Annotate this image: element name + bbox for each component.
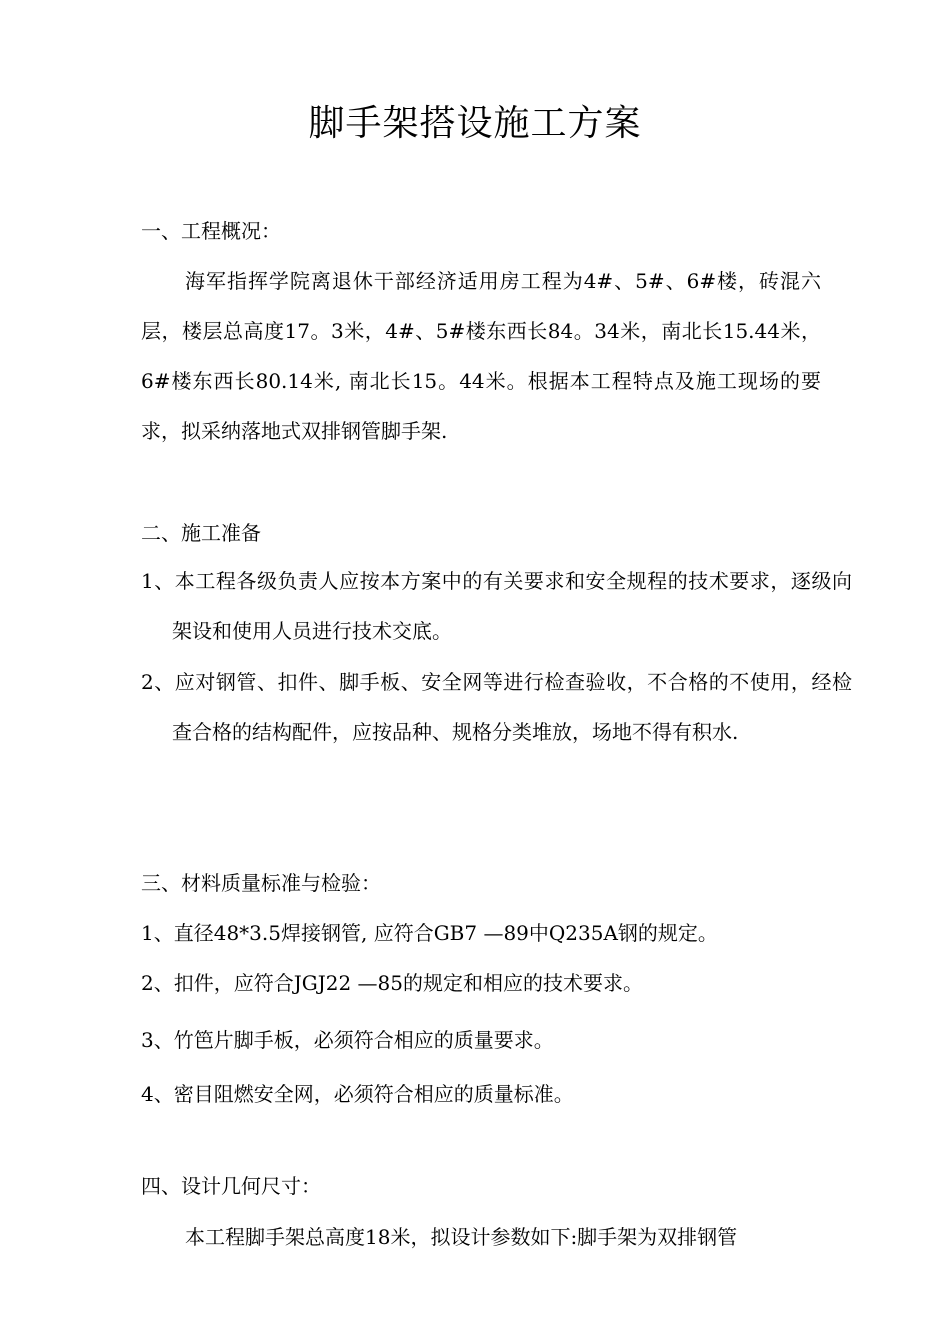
list-item: 2、扣件，应符合JGJ22 —85的规定和相应的技术要求。 (141, 971, 643, 995)
list-item: 3、竹笆片脚手板，必须符合相应的质量要求。 (141, 1028, 554, 1052)
list-item: 2、应对钢管、扣件、脚手板、安全网等进行检查验收，不合格的不使用，经检查合格的结构配件，应按品种、规格分类堆放，场地不得有积水. (141, 670, 852, 744)
list-item: 1、直径48*3.5焊接钢管, 应符合GB7 —89中Q235A钢的规定。 (141, 921, 718, 945)
section-heading-2: 二、施工准备 (141, 521, 261, 545)
section-paragraph-4: 本工程脚手架总高度18米，拟设计参数如下:脚手架为双排钢管 (185, 1225, 738, 1249)
section-heading-3: 三、材料质量标准与检验： (141, 871, 381, 895)
section-heading-1: 一、工程概况： (141, 219, 281, 243)
list-item: 1、本工程各级负责人应按本方案中的有关要求和安全规程的技术要求，逐级向架设和使用人员进行技术交底。 (141, 569, 852, 643)
section-paragraph-1: 海军指挥学院离退休干部经济适用房工程为4#、5#、6#楼，砖混六层，楼层总高度17。3米，4#、5#楼东西长84。34米，南北长15.44米，6#楼东西长80.14米, 南北长15。44米。根据本工程特点及施工现场的要求，拟采纳落地式双排钢管脚手架. (141, 269, 821, 443)
section-heading-4: 四、设计几何尺寸： (141, 1174, 321, 1198)
list-item: 4、密目阻燃安全网，必须符合相应的质量标准。 (141, 1082, 574, 1106)
document-title: 脚手架搭设施工方案 (308, 103, 642, 144)
